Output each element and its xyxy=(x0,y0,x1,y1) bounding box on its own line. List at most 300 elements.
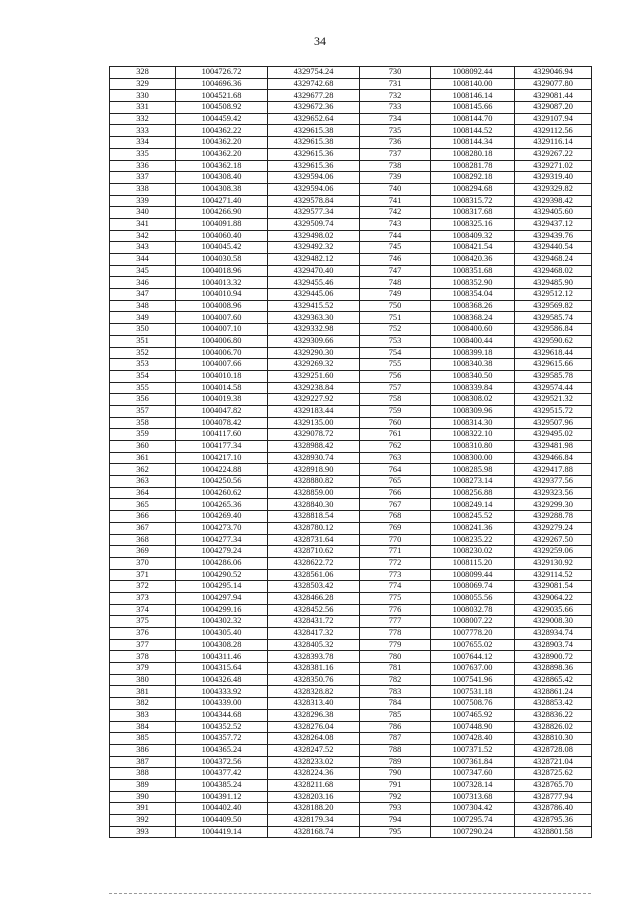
y-coordinate-left: 4329238.84 xyxy=(268,382,360,394)
y-coordinate-right: 4329495.02 xyxy=(515,429,592,441)
x-coordinate-left: 1004007.60 xyxy=(176,312,268,324)
point-number-left: 329 xyxy=(110,78,176,90)
point-number-left: 346 xyxy=(110,277,176,289)
table-row xyxy=(110,487,592,499)
y-coordinate-left: 4329135.00 xyxy=(268,417,360,429)
x-coordinate-left: 1004091.88 xyxy=(176,218,268,230)
x-coordinate-left: 1004521.68 xyxy=(176,90,268,102)
point-number-left: 343 xyxy=(110,242,176,254)
table-row xyxy=(110,744,592,756)
y-coordinate-left: 4328233.02 xyxy=(268,756,360,768)
point-number-left: 391 xyxy=(110,803,176,815)
point-number-left: 366 xyxy=(110,511,176,523)
x-coordinate-right: 1008310.80 xyxy=(431,441,515,453)
y-coordinate-right: 4328795.36 xyxy=(515,815,592,827)
y-coordinate-left: 4329578.84 xyxy=(268,195,360,207)
point-number-right: 754 xyxy=(360,347,431,359)
point-number-left: 354 xyxy=(110,370,176,382)
table-row xyxy=(110,254,592,266)
x-coordinate-left: 1004409.50 xyxy=(176,815,268,827)
point-number-left: 360 xyxy=(110,441,176,453)
point-number-left: 379 xyxy=(110,663,176,675)
y-coordinate-right: 4329586.84 xyxy=(515,324,592,336)
y-coordinate-right: 4328728.08 xyxy=(515,744,592,756)
table-row xyxy=(110,768,592,780)
y-coordinate-right: 4328853.42 xyxy=(515,698,592,710)
point-number-left: 383 xyxy=(110,709,176,721)
point-number-left: 365 xyxy=(110,499,176,511)
y-coordinate-right: 4329008.30 xyxy=(515,616,592,628)
point-number-left: 338 xyxy=(110,183,176,195)
point-number-left: 382 xyxy=(110,698,176,710)
point-number-right: 733 xyxy=(360,102,431,114)
point-number-left: 375 xyxy=(110,616,176,628)
table-row xyxy=(110,709,592,721)
point-number-right: 767 xyxy=(360,499,431,511)
x-coordinate-left: 1004315.64 xyxy=(176,663,268,675)
table-row xyxy=(110,277,592,289)
y-coordinate-right: 4329437.12 xyxy=(515,218,592,230)
x-coordinate-right: 1008399.18 xyxy=(431,347,515,359)
point-number-left: 384 xyxy=(110,721,176,733)
point-number-right: 750 xyxy=(360,300,431,312)
y-coordinate-left: 4329332.98 xyxy=(268,324,360,336)
y-coordinate-left: 4329363.30 xyxy=(268,312,360,324)
y-coordinate-left: 4329492.32 xyxy=(268,242,360,254)
x-coordinate-left: 1004177.34 xyxy=(176,441,268,453)
point-number-right: 792 xyxy=(360,791,431,803)
x-coordinate-right: 1008256.88 xyxy=(431,487,515,499)
point-number-right: 768 xyxy=(360,511,431,523)
y-coordinate-right: 4328786.40 xyxy=(515,803,592,815)
x-coordinate-left: 1004308.38 xyxy=(176,183,268,195)
point-number-right: 751 xyxy=(360,312,431,324)
point-number-left: 336 xyxy=(110,160,176,172)
y-coordinate-right: 4329323.56 xyxy=(515,487,592,499)
y-coordinate-left: 4328224.36 xyxy=(268,768,360,780)
table-row xyxy=(110,125,592,137)
point-number-left: 348 xyxy=(110,300,176,312)
x-coordinate-right: 1008235.22 xyxy=(431,534,515,546)
point-number-left: 386 xyxy=(110,744,176,756)
y-coordinate-left: 4329652.64 xyxy=(268,113,360,125)
table-row xyxy=(110,335,592,347)
x-coordinate-left: 1004007.66 xyxy=(176,359,268,371)
x-coordinate-right: 1008351.68 xyxy=(431,265,515,277)
table-row xyxy=(110,534,592,546)
y-coordinate-right: 4329590.62 xyxy=(515,335,592,347)
x-coordinate-right: 1007655.02 xyxy=(431,639,515,651)
point-number-left: 331 xyxy=(110,102,176,114)
x-coordinate-right: 1008144.52 xyxy=(431,125,515,137)
table-row xyxy=(110,651,592,663)
x-coordinate-left: 1004265.36 xyxy=(176,499,268,511)
y-coordinate-right: 4328826.02 xyxy=(515,721,592,733)
y-coordinate-left: 4328918.90 xyxy=(268,464,360,476)
y-coordinate-right: 4328836.22 xyxy=(515,709,592,721)
table-row xyxy=(110,686,592,698)
table-row xyxy=(110,604,592,616)
x-coordinate-left: 1004224.88 xyxy=(176,464,268,476)
table-row xyxy=(110,698,592,710)
y-coordinate-left: 4328247.52 xyxy=(268,744,360,756)
x-coordinate-left: 1004008.96 xyxy=(176,300,268,312)
y-coordinate-left: 4329672.36 xyxy=(268,102,360,114)
point-number-left: 353 xyxy=(110,359,176,371)
x-coordinate-right: 1007371.52 xyxy=(431,744,515,756)
table-row xyxy=(110,663,592,675)
y-coordinate-left: 4328405.32 xyxy=(268,639,360,651)
x-coordinate-left: 1004277.34 xyxy=(176,534,268,546)
point-number-right: 775 xyxy=(360,592,431,604)
point-number-right: 784 xyxy=(360,698,431,710)
y-coordinate-left: 4328328.82 xyxy=(268,686,360,698)
x-coordinate-left: 1004305.40 xyxy=(176,628,268,640)
point-number-right: 759 xyxy=(360,405,431,417)
table-row xyxy=(110,522,592,534)
y-coordinate-right: 4329468.02 xyxy=(515,265,592,277)
x-coordinate-left: 1004007.10 xyxy=(176,324,268,336)
x-coordinate-left: 1004006.70 xyxy=(176,347,268,359)
y-coordinate-left: 4328622.72 xyxy=(268,557,360,569)
y-coordinate-left: 4328466.28 xyxy=(268,592,360,604)
table-row xyxy=(110,628,592,640)
y-coordinate-left: 4329309.66 xyxy=(268,335,360,347)
x-coordinate-right: 1008099.44 xyxy=(431,569,515,581)
table-row xyxy=(110,616,592,628)
point-number-right: 745 xyxy=(360,242,431,254)
point-number-left: 335 xyxy=(110,148,176,160)
y-coordinate-right: 4329112.56 xyxy=(515,125,592,137)
y-coordinate-left: 4328503.42 xyxy=(268,581,360,593)
x-coordinate-right: 1007541.96 xyxy=(431,674,515,686)
point-number-right: 741 xyxy=(360,195,431,207)
x-coordinate-right: 1008339.84 xyxy=(431,382,515,394)
x-coordinate-right: 1008144.70 xyxy=(431,113,515,125)
point-number-left: 389 xyxy=(110,779,176,791)
x-coordinate-right: 1008241.36 xyxy=(431,522,515,534)
table-row xyxy=(110,359,592,371)
table-row xyxy=(110,382,592,394)
point-number-left: 390 xyxy=(110,791,176,803)
y-coordinate-right: 4328777.94 xyxy=(515,791,592,803)
point-number-right: 774 xyxy=(360,581,431,593)
x-coordinate-right: 1008115.20 xyxy=(431,557,515,569)
point-number-right: 769 xyxy=(360,522,431,534)
table-row xyxy=(110,347,592,359)
point-number-right: 766 xyxy=(360,487,431,499)
y-coordinate-right: 4329271.02 xyxy=(515,160,592,172)
point-number-right: 783 xyxy=(360,686,431,698)
y-coordinate-right: 4329267.22 xyxy=(515,148,592,160)
y-coordinate-right: 4328934.74 xyxy=(515,628,592,640)
x-coordinate-left: 1004279.24 xyxy=(176,546,268,558)
y-coordinate-left: 4328350.76 xyxy=(268,674,360,686)
x-coordinate-right: 1007531.18 xyxy=(431,686,515,698)
x-coordinate-left: 1004362.20 xyxy=(176,137,268,149)
table-row xyxy=(110,592,592,604)
point-number-right: 765 xyxy=(360,476,431,488)
table-row xyxy=(110,90,592,102)
point-number-right: 746 xyxy=(360,254,431,266)
y-coordinate-right: 4329267.50 xyxy=(515,534,592,546)
point-number-left: 388 xyxy=(110,768,176,780)
x-coordinate-left: 1004362.18 xyxy=(176,160,268,172)
x-coordinate-left: 1004006.80 xyxy=(176,335,268,347)
x-coordinate-left: 1004357.72 xyxy=(176,733,268,745)
y-coordinate-right: 4328861.24 xyxy=(515,686,592,698)
y-coordinate-right: 4329615.66 xyxy=(515,359,592,371)
table-row xyxy=(110,324,592,336)
y-coordinate-right: 4329107.94 xyxy=(515,113,592,125)
x-coordinate-right: 1007290.24 xyxy=(431,826,515,838)
x-coordinate-right: 1007295.74 xyxy=(431,815,515,827)
point-number-right: 776 xyxy=(360,604,431,616)
x-coordinate-left: 1004078.42 xyxy=(176,417,268,429)
y-coordinate-right: 4329130.92 xyxy=(515,557,592,569)
x-coordinate-left: 1004372.56 xyxy=(176,756,268,768)
point-number-right: 770 xyxy=(360,534,431,546)
x-coordinate-right: 1008352.90 xyxy=(431,277,515,289)
point-number-right: 755 xyxy=(360,359,431,371)
y-coordinate-right: 4329329.82 xyxy=(515,183,592,195)
y-coordinate-right: 4329574.44 xyxy=(515,382,592,394)
y-coordinate-left: 4328930.74 xyxy=(268,452,360,464)
x-coordinate-left: 1004286.06 xyxy=(176,557,268,569)
y-coordinate-right: 4328898.36 xyxy=(515,663,592,675)
x-coordinate-right: 1008281.78 xyxy=(431,160,515,172)
y-coordinate-left: 4329078.72 xyxy=(268,429,360,441)
y-coordinate-left: 4329615.36 xyxy=(268,160,360,172)
table-row xyxy=(110,183,592,195)
table-row xyxy=(110,207,592,219)
point-number-right: 740 xyxy=(360,183,431,195)
table-row xyxy=(110,546,592,558)
point-number-left: 392 xyxy=(110,815,176,827)
x-coordinate-left: 1004352.52 xyxy=(176,721,268,733)
table-row xyxy=(110,569,592,581)
x-coordinate-left: 1004377.42 xyxy=(176,768,268,780)
y-coordinate-left: 4329615.36 xyxy=(268,148,360,160)
point-number-right: 757 xyxy=(360,382,431,394)
x-coordinate-left: 1004047.82 xyxy=(176,405,268,417)
x-coordinate-left: 1004308.40 xyxy=(176,172,268,184)
x-coordinate-left: 1004696.36 xyxy=(176,78,268,90)
x-coordinate-left: 1004018.96 xyxy=(176,265,268,277)
point-number-right: 748 xyxy=(360,277,431,289)
x-coordinate-right: 1008230.02 xyxy=(431,546,515,558)
x-coordinate-left: 1004385.24 xyxy=(176,779,268,791)
y-coordinate-right: 4329468.24 xyxy=(515,254,592,266)
x-coordinate-left: 1004311.46 xyxy=(176,651,268,663)
table-row xyxy=(110,137,592,149)
point-number-right: 780 xyxy=(360,651,431,663)
y-coordinate-left: 4328731.64 xyxy=(268,534,360,546)
y-coordinate-right: 4329398.42 xyxy=(515,195,592,207)
x-coordinate-left: 1004019.38 xyxy=(176,394,268,406)
y-coordinate-right: 4329299.30 xyxy=(515,499,592,511)
y-coordinate-left: 4328276.04 xyxy=(268,721,360,733)
point-number-left: 359 xyxy=(110,429,176,441)
point-number-right: 753 xyxy=(360,335,431,347)
y-coordinate-left: 4328780.12 xyxy=(268,522,360,534)
table-row xyxy=(110,674,592,686)
x-coordinate-right: 1008354.04 xyxy=(431,289,515,301)
y-coordinate-left: 4328431.72 xyxy=(268,616,360,628)
table-row xyxy=(110,300,592,312)
x-coordinate-left: 1004269.40 xyxy=(176,511,268,523)
table-row xyxy=(110,370,592,382)
x-coordinate-left: 1004014.58 xyxy=(176,382,268,394)
x-coordinate-right: 1007778.20 xyxy=(431,628,515,640)
point-number-left: 361 xyxy=(110,452,176,464)
y-coordinate-right: 4329081.54 xyxy=(515,581,592,593)
table-row xyxy=(110,721,592,733)
y-coordinate-right: 4329046.94 xyxy=(515,67,592,79)
y-coordinate-left: 4328211.68 xyxy=(268,779,360,791)
point-number-left: 373 xyxy=(110,592,176,604)
y-coordinate-left: 4328296.38 xyxy=(268,709,360,721)
point-number-right: 742 xyxy=(360,207,431,219)
point-number-right: 758 xyxy=(360,394,431,406)
point-number-left: 334 xyxy=(110,137,176,149)
y-coordinate-right: 4329377.56 xyxy=(515,476,592,488)
y-coordinate-left: 4328561.06 xyxy=(268,569,360,581)
y-coordinate-left: 4328313.40 xyxy=(268,698,360,710)
x-coordinate-right: 1008092.44 xyxy=(431,67,515,79)
table-row xyxy=(110,289,592,301)
point-number-right: 747 xyxy=(360,265,431,277)
y-coordinate-right: 4329288.78 xyxy=(515,511,592,523)
y-coordinate-right: 4328865.42 xyxy=(515,674,592,686)
point-number-left: 345 xyxy=(110,265,176,277)
y-coordinate-left: 4329415.52 xyxy=(268,300,360,312)
table-row xyxy=(110,791,592,803)
y-coordinate-right: 4329521.32 xyxy=(515,394,592,406)
y-coordinate-left: 4329677.28 xyxy=(268,90,360,102)
table-row xyxy=(110,195,592,207)
x-coordinate-left: 1004365.24 xyxy=(176,744,268,756)
point-number-left: 368 xyxy=(110,534,176,546)
table-row xyxy=(110,803,592,815)
x-coordinate-right: 1007508.76 xyxy=(431,698,515,710)
table-row xyxy=(110,172,592,184)
table-row xyxy=(110,429,592,441)
x-coordinate-left: 1004260.62 xyxy=(176,487,268,499)
x-coordinate-left: 1004362.20 xyxy=(176,148,268,160)
point-number-left: 367 xyxy=(110,522,176,534)
y-coordinate-right: 4329585.78 xyxy=(515,370,592,382)
y-coordinate-left: 4328452.56 xyxy=(268,604,360,616)
y-coordinate-left: 4329290.30 xyxy=(268,347,360,359)
x-coordinate-right: 1007347.60 xyxy=(431,768,515,780)
point-number-right: 736 xyxy=(360,137,431,149)
x-coordinate-left: 1004013.32 xyxy=(176,277,268,289)
x-coordinate-right: 1007644.12 xyxy=(431,651,515,663)
point-number-left: 385 xyxy=(110,733,176,745)
x-coordinate-right: 1008245.52 xyxy=(431,511,515,523)
x-coordinate-right: 1007313.68 xyxy=(431,791,515,803)
x-coordinate-left: 1004391.12 xyxy=(176,791,268,803)
x-coordinate-left: 1004344.68 xyxy=(176,709,268,721)
point-number-right: 735 xyxy=(360,125,431,137)
point-number-left: 347 xyxy=(110,289,176,301)
x-coordinate-right: 1008409.32 xyxy=(431,230,515,242)
y-coordinate-left: 4329615.38 xyxy=(268,137,360,149)
point-number-left: 357 xyxy=(110,405,176,417)
point-number-left: 380 xyxy=(110,674,176,686)
point-number-right: 756 xyxy=(360,370,431,382)
x-coordinate-right: 1008273.14 xyxy=(431,476,515,488)
x-coordinate-right: 1008340.38 xyxy=(431,359,515,371)
x-coordinate-left: 1004010.94 xyxy=(176,289,268,301)
x-coordinate-right: 1008309.96 xyxy=(431,405,515,417)
point-number-left: 374 xyxy=(110,604,176,616)
point-number-right: 771 xyxy=(360,546,431,558)
x-coordinate-right: 1008400.60 xyxy=(431,324,515,336)
x-coordinate-right: 1008322.10 xyxy=(431,429,515,441)
y-coordinate-right: 4329077.80 xyxy=(515,78,592,90)
point-number-left: 381 xyxy=(110,686,176,698)
x-coordinate-right: 1007328.14 xyxy=(431,779,515,791)
point-number-left: 376 xyxy=(110,628,176,640)
point-number-right: 786 xyxy=(360,721,431,733)
point-number-left: 351 xyxy=(110,335,176,347)
y-coordinate-left: 4329594.06 xyxy=(268,172,360,184)
x-coordinate-right: 1008400.44 xyxy=(431,335,515,347)
x-coordinate-left: 1004326.48 xyxy=(176,674,268,686)
point-number-right: 787 xyxy=(360,733,431,745)
x-coordinate-left: 1004290.52 xyxy=(176,569,268,581)
point-number-left: 349 xyxy=(110,312,176,324)
y-coordinate-left: 4329183.44 xyxy=(268,405,360,417)
y-coordinate-right: 4328810.30 xyxy=(515,733,592,745)
point-number-left: 328 xyxy=(110,67,176,79)
bottom-rule xyxy=(109,893,591,894)
point-number-left: 337 xyxy=(110,172,176,184)
y-coordinate-right: 4329585.74 xyxy=(515,312,592,324)
x-coordinate-left: 1004402.40 xyxy=(176,803,268,815)
y-coordinate-right: 4329440.54 xyxy=(515,242,592,254)
x-coordinate-right: 1008368.24 xyxy=(431,312,515,324)
point-number-right: 761 xyxy=(360,429,431,441)
y-coordinate-right: 4329485.90 xyxy=(515,277,592,289)
table-row xyxy=(110,312,592,324)
x-coordinate-right: 1008317.68 xyxy=(431,207,515,219)
y-coordinate-left: 4329482.12 xyxy=(268,254,360,266)
point-number-right: 789 xyxy=(360,756,431,768)
point-number-right: 732 xyxy=(360,90,431,102)
x-coordinate-left: 1004302.32 xyxy=(176,616,268,628)
point-number-right: 782 xyxy=(360,674,431,686)
point-number-left: 372 xyxy=(110,581,176,593)
y-coordinate-left: 4328168.74 xyxy=(268,826,360,838)
coordinates-table xyxy=(109,66,592,838)
point-number-left: 387 xyxy=(110,756,176,768)
x-coordinate-right: 1008145.66 xyxy=(431,102,515,114)
table-row xyxy=(110,733,592,745)
table-row xyxy=(110,113,592,125)
y-coordinate-right: 4329417.88 xyxy=(515,464,592,476)
x-coordinate-right: 1008007.22 xyxy=(431,616,515,628)
x-coordinate-left: 1004508.92 xyxy=(176,102,268,114)
y-coordinate-left: 4329269.32 xyxy=(268,359,360,371)
x-coordinate-left: 1004250.56 xyxy=(176,476,268,488)
x-coordinate-right: 1008032.78 xyxy=(431,604,515,616)
y-coordinate-right: 4329035.66 xyxy=(515,604,592,616)
x-coordinate-right: 1008314.30 xyxy=(431,417,515,429)
x-coordinate-right: 1008340.50 xyxy=(431,370,515,382)
